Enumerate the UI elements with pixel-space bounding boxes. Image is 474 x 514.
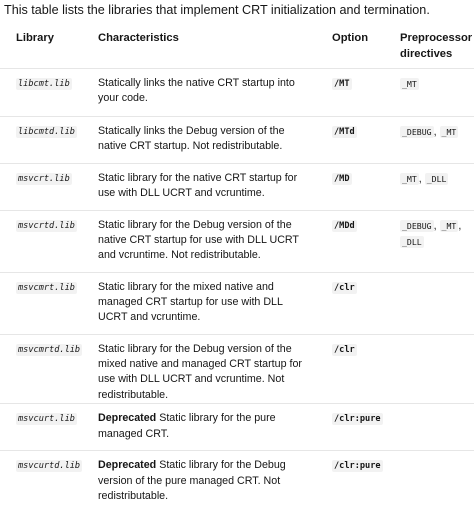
library-name: msvcmrt.lib [18, 282, 75, 293]
table-row [0, 210, 474, 272]
compiler-option: /MTd [334, 126, 355, 137]
compiler-option: /clr [334, 344, 355, 355]
directives-cell [400, 451, 474, 505]
characteristics-text: Static library for the native CRT startup for use with DLL UCRT and vcruntime. [98, 171, 298, 199]
option-cell [332, 210, 400, 272]
preprocessor-directive: _MT [441, 126, 457, 137]
crt-libraries-table [0, 24, 474, 504]
table-row [0, 116, 474, 163]
deprecated-label: Deprecated [98, 459, 157, 472]
characteristics-text: Static library for the Debug version of the mixed native and managed CRT startup for use with DLL UCRT and vcruntime. Not redistributable. [98, 342, 302, 401]
preprocessor-directive: _DEBUG [402, 220, 432, 231]
table-row [0, 404, 474, 451]
library-name: msvcurt.lib [18, 414, 75, 425]
library-cell [0, 334, 98, 404]
compiler-option: /clr:pure [334, 461, 381, 472]
compiler-option: /clr:pure [334, 414, 381, 425]
characteristics-cell [98, 68, 332, 116]
characteristics-text: Static library for the Debug version of the pure managed CRT. Not redistributable. [98, 459, 286, 502]
library-name: msvcrtd.lib [18, 220, 75, 231]
characteristics-cell [98, 163, 332, 210]
library-cell [0, 163, 98, 210]
intro-text: This table lists the libraries that implement CRT initialization and termination. [4, 3, 430, 17]
library-cell [0, 404, 98, 451]
characteristics-cell [98, 404, 332, 451]
library-name: libcmt.lib [18, 78, 70, 89]
characteristics-text: Static library for the pure managed CRT. [98, 412, 276, 440]
header-characteristics: Characteristics [98, 32, 179, 44]
characteristics-text: Statically links the native CRT startup into your code. [98, 76, 295, 104]
directives-cell [400, 272, 474, 334]
preprocessor-directive: _DLL [426, 173, 447, 184]
characteristics-text: Static library for the Debug version of the native CRT startup for use with DLL UCRT and vcruntime. Not redistributable. [98, 218, 299, 262]
compiler-option: /MT [334, 78, 350, 89]
directives-cell [400, 68, 474, 116]
library-name: msvcurtd.lib [18, 461, 81, 472]
preprocessor-directive: _DLL [402, 236, 422, 247]
directives-cell [400, 404, 474, 451]
table-header-row [0, 24, 474, 68]
characteristics-cell [98, 451, 332, 505]
table-row [0, 272, 474, 334]
preprocessor-directive: _DEBUG [402, 126, 432, 137]
table-row [0, 68, 474, 116]
compiler-option: /clr [334, 282, 355, 293]
option-cell [332, 451, 400, 505]
table-row [0, 334, 474, 404]
library-cell [0, 116, 98, 163]
option-cell [332, 334, 400, 404]
library-name: libcmtd.lib [18, 126, 75, 137]
option-cell [332, 68, 400, 116]
header-preprocessor-line2: directives [400, 48, 453, 60]
header-preprocessor-line1: Preprocessor [400, 32, 473, 44]
directives-cell [400, 334, 474, 404]
library-cell [0, 68, 98, 116]
option-cell [332, 272, 400, 334]
header-preprocessor-directives [400, 24, 474, 68]
library-cell [0, 210, 98, 272]
characteristics-cell [98, 210, 332, 272]
library-name: msvcrt.lib [18, 173, 70, 184]
characteristics-text: Static library for the mixed native and managed CRT startup for use with DLL UCRT and vcruntime. [98, 280, 283, 324]
characteristics-text: Statically links the Debug version of the native CRT startup. Not redistributable. [98, 124, 285, 152]
directives-cell: _MT , _DLL [400, 163, 474, 210]
option-cell [332, 116, 400, 163]
library-cell [0, 451, 98, 505]
option-cell [332, 404, 400, 451]
library-cell [0, 272, 98, 334]
directives-cell: _DEBUG , _MT [400, 116, 474, 163]
characteristics-cell [98, 334, 332, 404]
characteristics-cell [98, 272, 332, 334]
compiler-option: /MD [334, 173, 350, 184]
preprocessor-directive: _MT [402, 173, 417, 184]
header-option: Option [332, 32, 369, 44]
directives-cell: _DEBUG , _MT , _DLL [400, 210, 474, 272]
deprecated-label: Deprecated [98, 412, 157, 425]
preprocessor-directive: _MT [441, 220, 457, 231]
compiler-option: /MDd [334, 220, 355, 231]
table-row [0, 163, 474, 210]
preprocessor-directive: _MT [402, 78, 417, 89]
library-name: msvcmrtd.lib [18, 344, 81, 355]
table-row [0, 451, 474, 505]
option-cell [332, 163, 400, 210]
characteristics-cell [98, 116, 332, 163]
header-library: Library [16, 32, 54, 44]
